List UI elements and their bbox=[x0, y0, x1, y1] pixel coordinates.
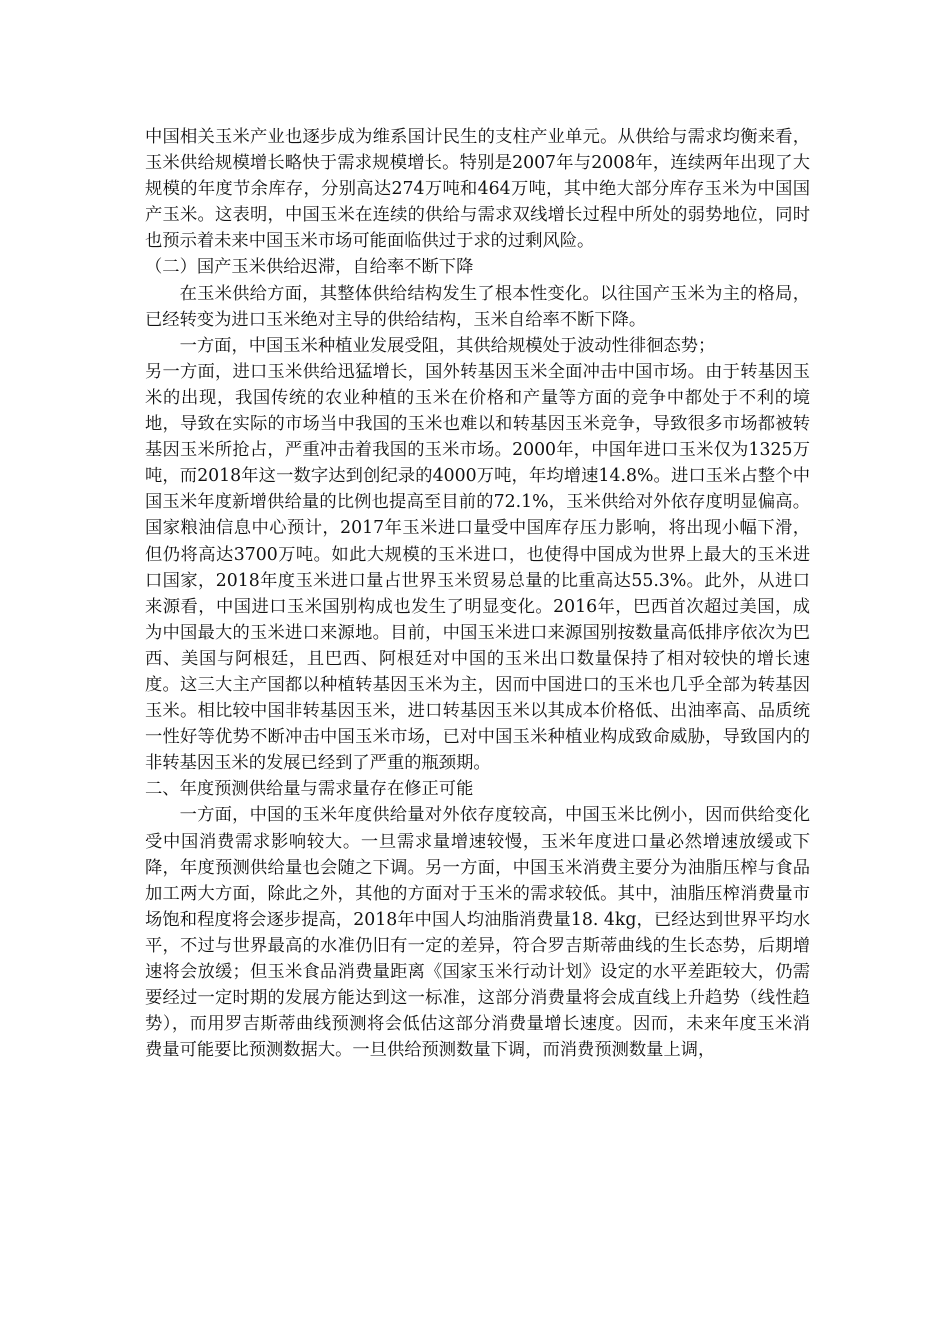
paragraph-import-growth: 另一方面，进口玉米供给迅猛增长，国外转基因玉米全面冲击中国市场。由于转基因玉米的出现，我国传统的农业种植的玉米在价格和产量等方面的竞争中都处于不利的境地，导致在实际的市场当中我国的玉米也难以和转基因玉米竞争，导致很多市场都被转基因玉米所抢占，严重冲击着我国的玉米市场。2000年，中国年进口玉米仅为1325万吨，而2018年这一数字达到创纪录的4000万吨，年均增速14.8%。进口玉米占整个中国玉米年度新增供给量的比例也提高至目前的72.1%，玉米供给对外依存度明显偏高。国家粮油信息中心预计，2017年玉米进口量受中国库存压力影响，将出现小幅下滑，但仍将高达3700万吨。如此大规模的玉米进口，也使得中国成为世界上最大的玉米进口国家，2018年度玉米进口量占世界玉米贸易总量的比重高达55.3%。此外，从进口来源看，中国进口玉米国别构成也发生了明显变化。2016年，巴西首次超过美国，成为中国最大的玉米进口来源地。目前，中国玉米进口来源国别按数量高低排序依次为巴西、美国与阿根廷，且巴西、阿根廷对中国的玉米出口数量保持了相对较快的增长速度。这三大主产国都以种植转基因玉米为主，因而中国进口的玉米也几乎全部为转基因玉米。相比较中国非转基因玉米，进口转基因玉米以其成本价格低、出油率高、品质统一性好等优势不断冲击中国玉米市场，已对中国玉米种植业构成致命威胁，导致国内的非转基因玉米的发展已经到了严重的瓶颈期。 bbox=[145, 361, 810, 774]
paragraph-forecast-analysis: 一方面，中国的玉米年度供给量对外依存度较高，中国玉米比例小，因而供给变化受中国消费需求影响较大。一旦需求量增速较慢，玉米年度进口量必然增速放缓或下降，年度预测供给量也会随之下调。另一方面，中国玉米消费主要分为油脂压榨与食品加工两大方面，除此之外，其他的方面对于玉米的需求较低。其中，油脂压榨消费量市场饱和程度将会逐步提高，2018年中国人均油脂消费量18. 4kg，已经达到世界平均水平，不过与世界最高的水准仍旧有一定的差异，符合罗吉斯蒂曲线的生长态势，后期增速将会放缓；但玉米食品消费量距离《国家玉米行动计划》设定的水平差距较大，仍需要经过一定时期的发展方能达到这一标准，这部分消费量将会成直线上升趋势（线性趋势），而用罗吉斯蒂曲线预测将会低估这部分消费量增长速度。因而，未来年度玉米消费量可能要比预测数据大。一旦供给预测数量下调，而消费预测数量上调， bbox=[145, 805, 810, 1061]
paragraph-supply-demand-balance: 中国相关玉米产业也逐步成为维系国计民生的支柱产业单元。从供给与需求均衡来看，玉米供给规模增长略快于需求规模增长。特别是2007年与2008年，连续两年出现了大规模的年度节余库存，分别高达274万吨和464万吨，其中绝大部分库存玉米为中国国产玉米。这表明，中国玉米在连续的供给与需求双线增长过程中所处的弱势地位，同时也预示着未来中国玉米市场可能面临供过于求的过剩风险。 bbox=[145, 127, 810, 252]
document-page bbox=[145, 124, 810, 1063]
paragraph-supply-structure: 在玉米供给方面，其整体供给结构发生了根本性变化。以往国产玉米为主的格局，已经转变为进口玉米绝对主导的供给结构，玉米自给率不断下降。 bbox=[145, 283, 810, 330]
section-heading-forecast-revision: 二、年度预测供给量与需求量存在修正可能 bbox=[145, 779, 474, 800]
paragraph-planting-stagnation: 一方面，中国玉米种植业发展受阻，其供给规模处于波动性徘徊态势； bbox=[179, 335, 716, 356]
section-heading-domestic-supply: （二）国产玉米供给迟滞，自给率不断下降 bbox=[145, 257, 474, 278]
